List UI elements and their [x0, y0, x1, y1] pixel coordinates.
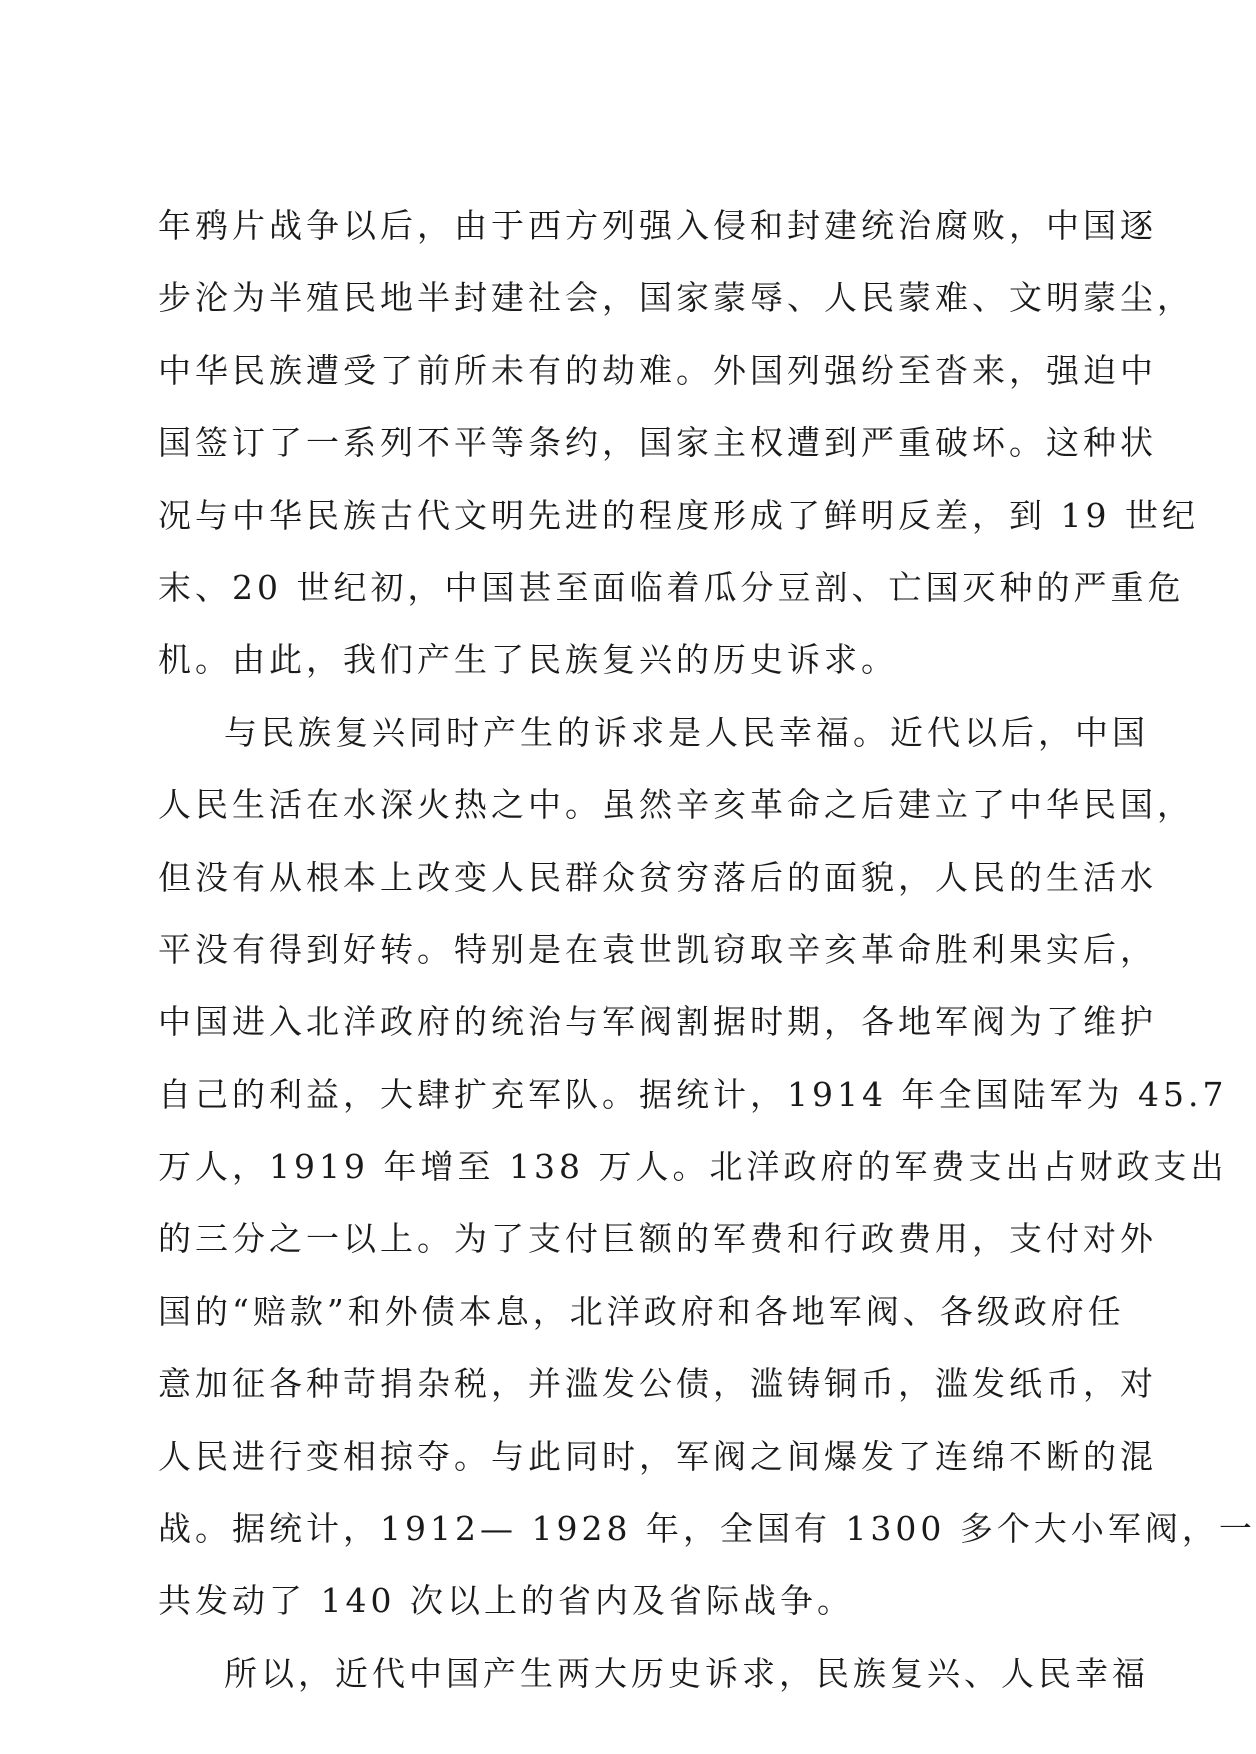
text-line: 人民生活在水深火热之中。虽然辛亥革命之后建立了中华民国， [158, 785, 1194, 825]
text-line: 平没有得到好转。特别是在袁世凯窃取辛亥革命胜利果实后， [158, 929, 1157, 969]
text-line: 国签订了一系列不平等条约，国家主权遭到严重破坏。这种状 [158, 423, 1157, 463]
text-line: 国的“赔款”和外债本息，北洋政府和各地军阀、各级政府任 [158, 1291, 1125, 1331]
text-line: 战。据统计，1912— 1928 年，全国有 1300 多个大小军阀，一 [158, 1509, 1256, 1549]
paragraph-first-line: 所以，近代中国产生两大历史诉求，民族复兴、人民幸福 [224, 1653, 1149, 1693]
text-line: 末、20 世纪初，中国甚至面临着瓜分豆剖、亡国灭种的严重危 [158, 567, 1185, 607]
text-line: 中国进入北洋政府的统治与军阀割据时期，各地军阀为了维护 [158, 1002, 1157, 1042]
text-line: 步沦为半殖民地半封建社会，国家蒙辱、人民蒙难、文明蒙尘， [158, 278, 1194, 318]
text-line: 况与中华民族古代文明先进的程度形成了鲜明反差，到 19 世纪 [158, 495, 1199, 535]
body-text [158, 190, 1256, 1710]
text-line: 机。由此，我们产生了民族复兴的历史诉求。 [158, 640, 898, 680]
text-line: 意加征各种苛捐杂税，并滥发公债，滥铸铜币，滥发纸币，对 [158, 1364, 1157, 1404]
text-line: 年鸦片战争以后，由于西方列强入侵和封建统治腐败，中国逐 [158, 206, 1157, 245]
paragraph-first-line: 与民族复兴同时产生的诉求是人民幸福。近代以后，中国 [224, 712, 1149, 752]
text-line: 万人，1919 年增至 138 万人。北洋政府的军费支出占财政支出 [158, 1147, 1228, 1187]
text-line: 共发动了 140 次以上的省内及省际战争。 [158, 1581, 854, 1621]
text-line: 中华民族遭受了前所未有的劫难。外国列强纷至沓来，强迫中 [158, 350, 1157, 390]
text-line: 但没有从根本上改变人民群众贫穷落后的面貌，人民的生活水 [158, 857, 1157, 897]
text-line: 人民进行变相掠夺。与此同时，军阀之间爆发了连绵不断的混 [158, 1436, 1157, 1476]
text-line: 自己的利益，大肆扩充军队。据统计，1914 年全国陆军为 45.7 [158, 1074, 1228, 1114]
text-line: 的三分之一以上。为了支付巨额的军费和行政费用，支付对外 [158, 1219, 1157, 1259]
